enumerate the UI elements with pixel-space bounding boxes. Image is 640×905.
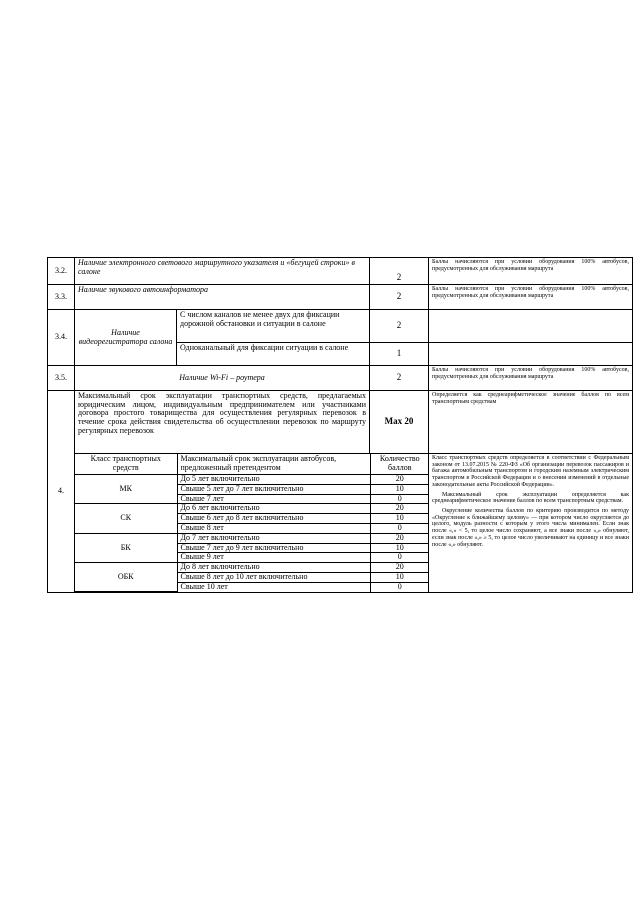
points: 20 — [370, 533, 429, 543]
criterion-text: Наличие электронного светового маршрутного указателя и «бегущей строки» в салоне — [75, 258, 370, 285]
class-row — [75, 533, 429, 543]
points: 0 — [370, 494, 429, 504]
age-points-table — [75, 454, 429, 592]
points: 10 — [370, 514, 429, 524]
col-header-class: Класс транспортных средств — [75, 454, 177, 475]
col-header-points: Количество баллов — [370, 454, 429, 475]
row-4-head — [48, 391, 633, 454]
points: 20 — [370, 475, 429, 485]
row-3-2 — [48, 258, 633, 285]
note: Определяется как среднеарифметическое значение баллов по всем транспортным средствам — [429, 391, 633, 454]
note-paragraph: Класс транспортных средств определяется в соответствии с Федеральным законом от 13.07.2015 № 220-ФЗ «Об организации перевозок пассажиров и багажа автомобильным транспортом и городским наземным электрическим транспортом в Российской Федерации и о внесении изменений в отдельные законодательные акты Российской Федерации». — [432, 455, 630, 488]
age-range: Свыше 9 лет — [177, 553, 370, 563]
note-paragraph: Округление количества баллов по критерию производится по методу «Округление к ближайшему целому» — при котором число округляется до целого, модуль разности с которым у этого числа минимален. Если знак после «,» < 5, то целое число сохраняют, а все знаки после «,» обнуляют, если знак после «,» ≥ 5, то целое число увеличивают на единицу и все знаки после «,» обнуляют. — [432, 508, 630, 548]
sub-criterion: Одноканальный для фиксации ситуации в салоне — [177, 343, 370, 366]
criterion-text: Максимальный срок эксплуатации транспортных средств, предлагаемых юридическим лицом, индивидуальным предпринимателем или участниками договора простого товарищества для осуществления регулярных перевозок в течение срока действия свидетельства об осуществлении перевозок по маршруту регулярных перевозок — [75, 391, 370, 454]
row-3-5 — [48, 366, 633, 391]
points: 0 — [370, 523, 429, 533]
note-paragraph: Максимальный срок эксплуатации определяется как среднеарифметическое значение баллов по всем транспортным средствам. — [432, 491, 630, 505]
note-empty — [429, 343, 633, 366]
score: 2 — [370, 366, 429, 391]
note-details — [429, 454, 633, 593]
age-range: До 5 лет включительно — [177, 475, 370, 485]
note-empty — [429, 310, 633, 343]
age-range: Свыше 8 лет до 10 лет включительно — [177, 572, 370, 582]
criterion-text: Наличие звукового автоинформатора — [75, 285, 370, 310]
class-name: МК — [75, 475, 177, 504]
points: 0 — [370, 582, 429, 591]
age-range: Свыше 7 лет — [177, 494, 370, 504]
age-points-table-cell — [75, 454, 429, 593]
row-number: 3.4. — [48, 310, 75, 366]
age-range: Свыше 6 лет до 8 лет включительно — [177, 514, 370, 524]
class-row — [75, 475, 429, 485]
points: 10 — [370, 572, 429, 582]
score: 2 — [370, 310, 429, 343]
points: 10 — [370, 543, 429, 553]
points: 20 — [370, 563, 429, 573]
class-name: СК — [75, 504, 177, 533]
score: 1 — [370, 343, 429, 366]
sub-criterion: С числом каналов не менее двух для фиксации дорожной обстановки и ситуации в салоне — [177, 310, 370, 343]
row-3-3 — [48, 285, 633, 310]
criterion-title: Наличие видеорегистратора салона — [75, 310, 177, 366]
row-number: 3.2. — [48, 258, 75, 285]
age-range: Свыше 7 лет до 9 лет включительно — [177, 543, 370, 553]
age-range: До 8 лет включительно — [177, 563, 370, 573]
class-name: БК — [75, 533, 177, 562]
note: Баллы начисляются при условии оборудования 100% автобусов, предусмотренных для обслуживания маршрута — [429, 258, 633, 285]
row-number: 3.5. — [48, 366, 75, 391]
points: 10 — [370, 484, 429, 494]
class-row — [75, 563, 429, 573]
col-header-age: Максимальный срок эксплуатации автобусов, предложенный претендентом — [177, 454, 370, 475]
age-range: Свыше 5 лет до 7 лет включительно — [177, 484, 370, 494]
criteria-table — [47, 257, 633, 593]
max-score: Max 20 — [370, 391, 429, 454]
score: 2 — [370, 258, 429, 285]
score: 2 — [370, 285, 429, 310]
class-name: ОБК — [75, 563, 177, 592]
header-row — [75, 454, 429, 475]
points: 0 — [370, 553, 429, 563]
row-number: 4. — [48, 391, 75, 593]
note: Баллы начисляются при условии оборудования 100% автобусов, предусмотренных для обслуживания маршрута — [429, 366, 633, 391]
note: Баллы начисляются при условии оборудования 100% автобусов, предусмотренных для обслуживания маршрута — [429, 285, 633, 310]
row-3-4a — [48, 310, 633, 343]
age-range: До 6 лет включительно — [177, 504, 370, 514]
age-range: Свыше 8 лет — [177, 523, 370, 533]
row-4-body — [48, 454, 633, 593]
row-number: 3.3. — [48, 285, 75, 310]
criterion-text: Наличие Wi-Fi – роутера — [75, 366, 370, 391]
age-range: До 7 лет включительно — [177, 533, 370, 543]
age-range: Свыше 10 лет — [177, 582, 370, 591]
points: 20 — [370, 504, 429, 514]
